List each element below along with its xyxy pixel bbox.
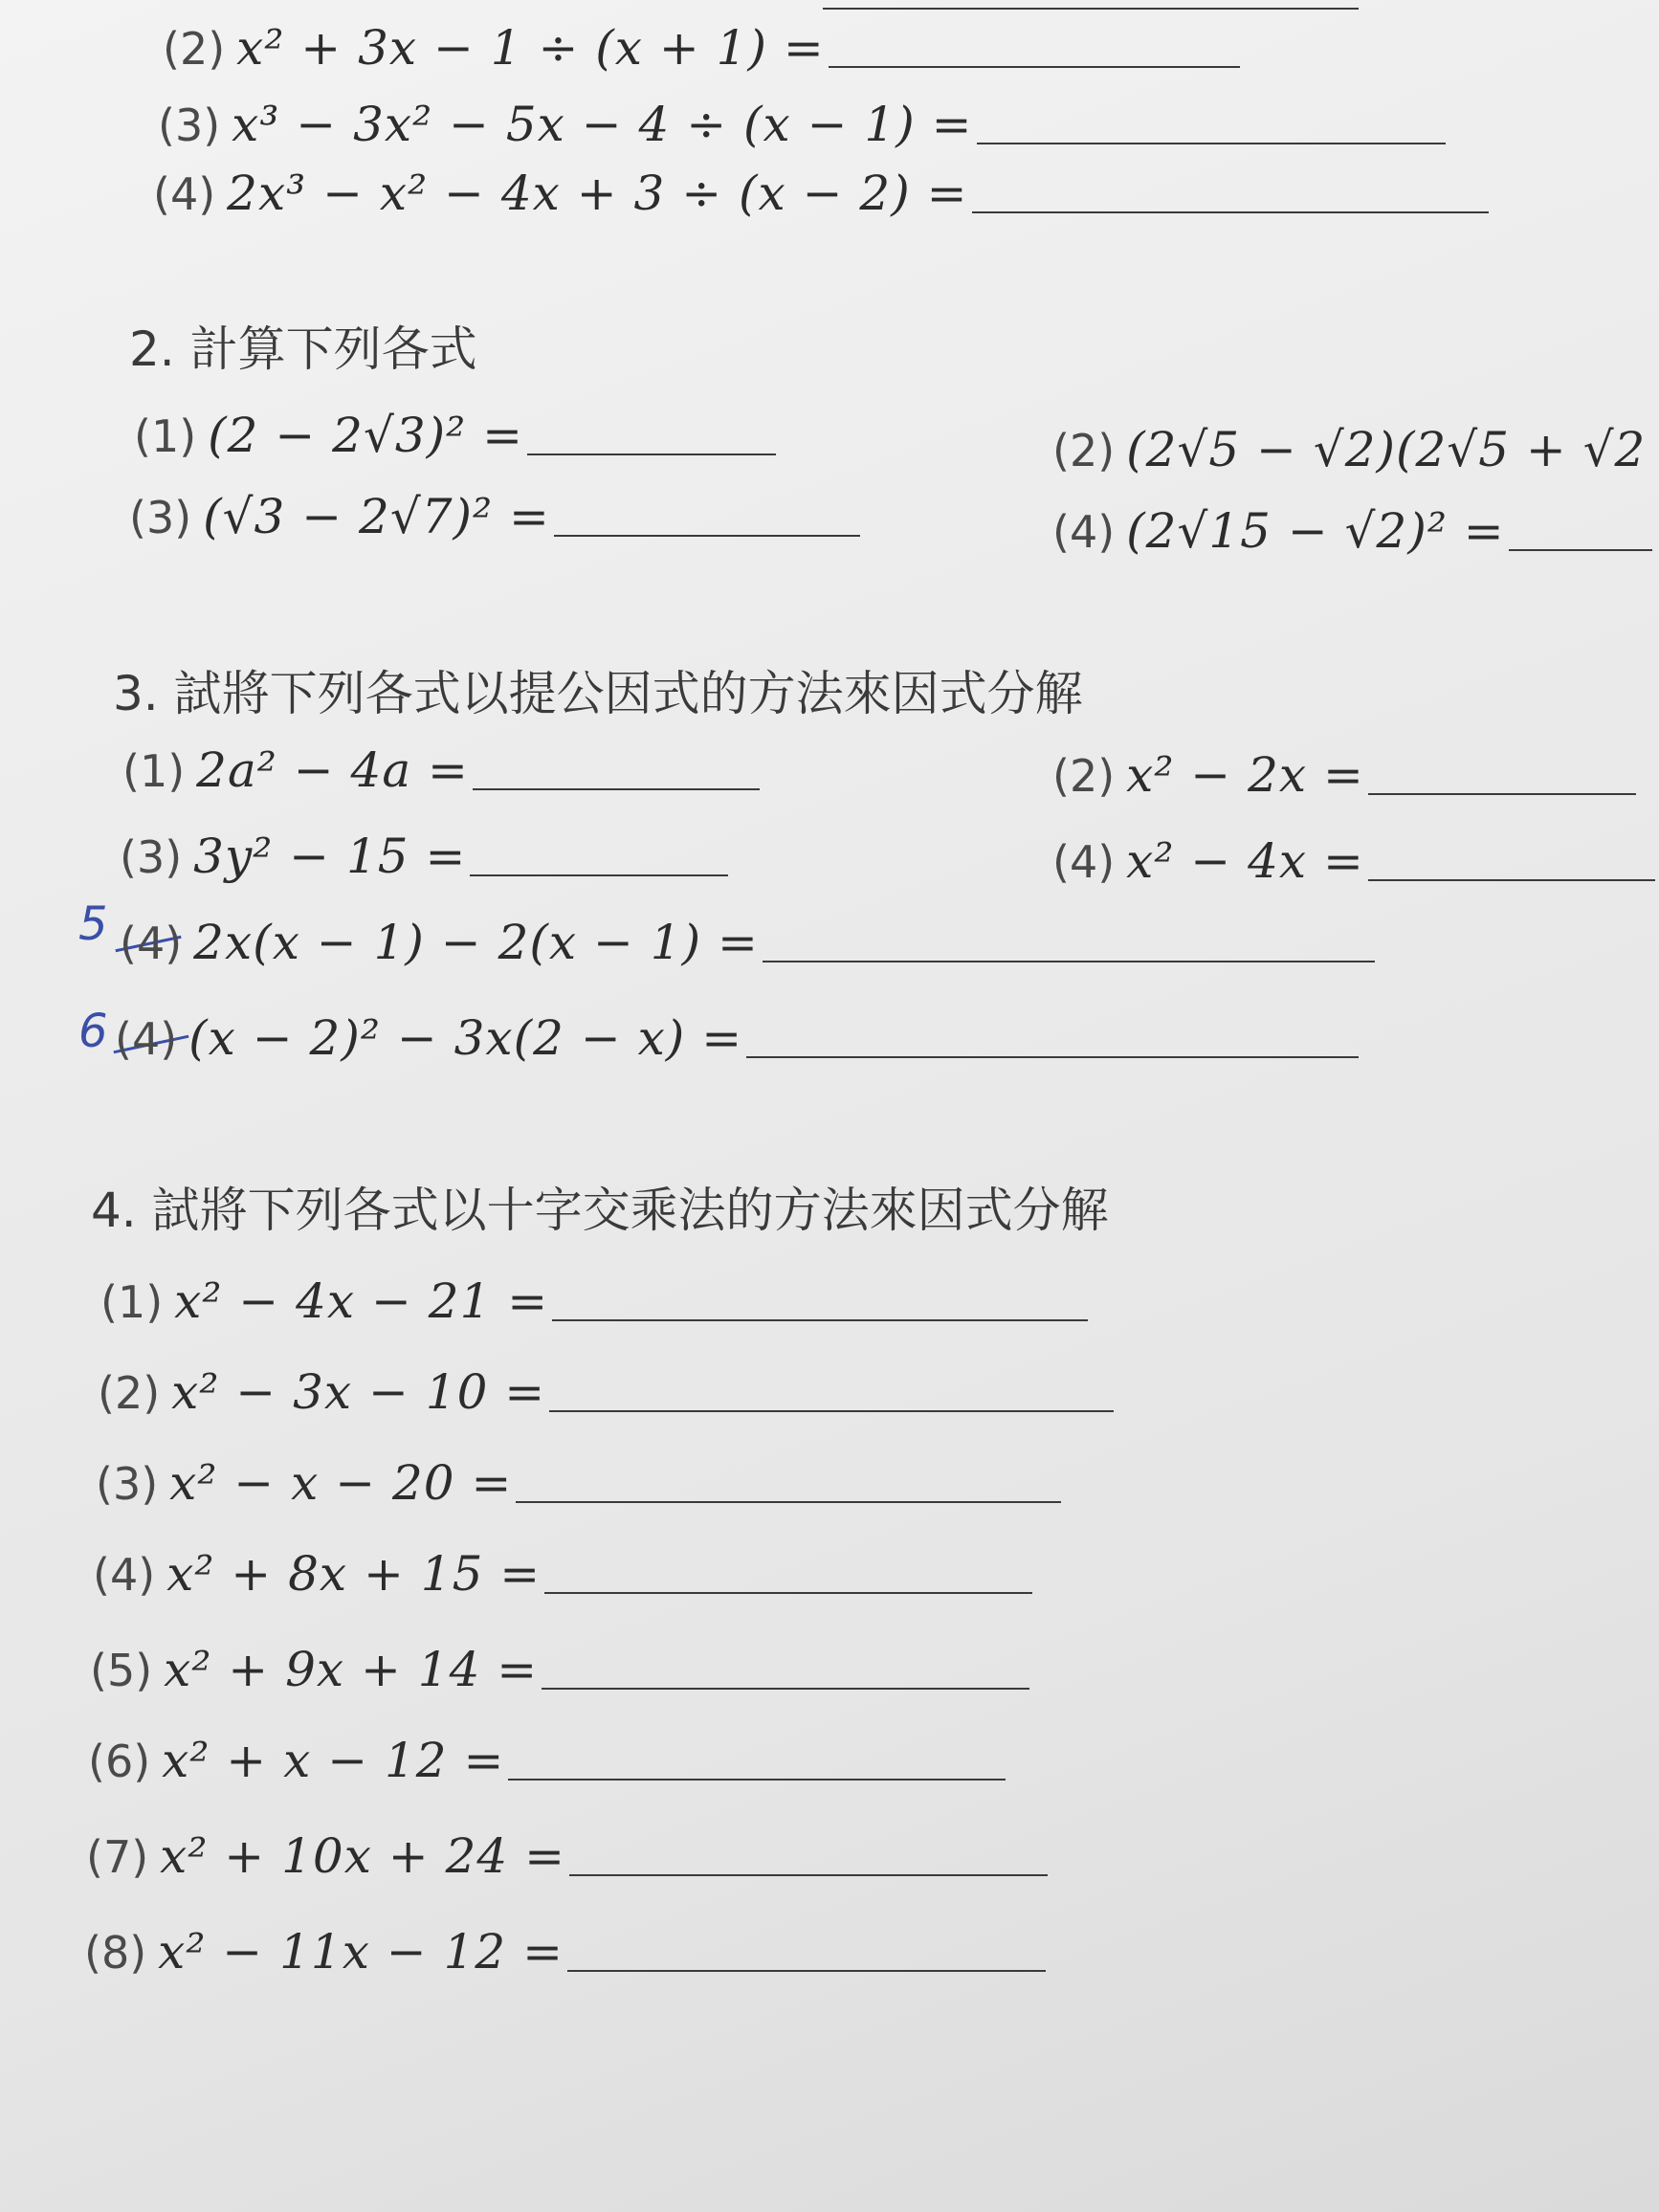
problem-expression: x² + 10x + 24 =: [160, 1828, 566, 1884]
problem-expression: x² − 4x − 21 =: [174, 1273, 549, 1329]
problem-number: (4): [93, 1549, 156, 1601]
problem-number: (6): [88, 1736, 151, 1787]
problem-number: (4): [1052, 836, 1116, 888]
section-2-heading: 2. 計算下列各式: [129, 321, 477, 377]
problem-number: (3): [120, 831, 183, 883]
answer-blank[interactable]: [516, 1455, 1061, 1503]
problem-expression: (√3 − 2√7)² =: [203, 489, 550, 544]
problem-expression: x² + 9x + 14 =: [164, 1642, 539, 1697]
problem-number: (4): [120, 918, 183, 969]
problem-4-4: [93, 1545, 1032, 1604]
problem-number: (5): [90, 1645, 153, 1696]
section-4-heading: 4. 試將下列各式以十字交乘法的方法來因式分解: [91, 1183, 1109, 1238]
answer-blank[interactable]: [746, 1010, 1359, 1058]
problem-3-3: [120, 828, 728, 886]
problem-expression: x² + 8x + 15 =: [166, 1546, 542, 1602]
answer-blank[interactable]: [527, 408, 776, 455]
problem-2-2: [1052, 421, 1646, 479]
problem-expression: x² − x − 20 =: [169, 1455, 513, 1511]
problem-expression: 2x³ − x² − 4x + 3 ÷ (x − 2) =: [227, 166, 968, 221]
problem-expression: (2 − 2√3)² =: [208, 408, 523, 463]
problem-3-2: [1052, 746, 1636, 805]
problem-4-2: [98, 1363, 1114, 1422]
answer-blank[interactable]: [829, 20, 1240, 68]
problem-expression: x² − 4x =: [1126, 833, 1364, 889]
problem-number: (2): [1052, 750, 1116, 802]
answer-blank[interactable]: [473, 742, 760, 790]
problem-expression: 3y² − 15 =: [193, 829, 467, 884]
answer-blank[interactable]: [508, 1733, 1006, 1781]
problem-number: (2): [163, 23, 226, 75]
problem-expression: x² + 3x − 1 ÷ (x + 1) =: [236, 20, 825, 76]
problem-number: (3): [158, 100, 221, 151]
answer-blank[interactable]: [972, 166, 1489, 213]
answer-blank[interactable]: [1368, 833, 1655, 881]
problem-number: (4): [153, 168, 216, 220]
problem-expression: (2√15 − √2)² =: [1126, 503, 1505, 559]
problem-4-6: [88, 1732, 1006, 1790]
answer-blank[interactable]: [977, 97, 1446, 144]
problem-4-3: [96, 1454, 1061, 1513]
problem-3-6: [115, 1009, 1359, 1068]
problem-number: (1): [100, 1276, 164, 1328]
problem-4-1: [100, 1272, 1088, 1331]
problem-expression: 2x(x − 1) − 2(x − 1) =: [193, 915, 759, 970]
problem-4-7: [86, 1827, 1048, 1886]
answer-blank[interactable]: [549, 1364, 1114, 1412]
handwritten-number-6: 6: [78, 1005, 108, 1058]
answer-blank[interactable]: [470, 829, 728, 876]
answer-blank[interactable]: [569, 1828, 1048, 1876]
problem-2-4: [1052, 502, 1652, 561]
problem-number: (4): [115, 1013, 178, 1065]
answer-blank[interactable]: [554, 489, 860, 537]
answer-blank[interactable]: [567, 1924, 1046, 1972]
problem-expression: 2a² − 4a =: [196, 742, 469, 798]
answer-blank[interactable]: [552, 1273, 1088, 1321]
handwritten-number-5: 5: [78, 897, 108, 951]
problem-3-1: [122, 741, 760, 800]
problem-number: (2): [1052, 425, 1116, 476]
answer-line-top: [823, 8, 1359, 10]
problem-expression: x² − 2x =: [1126, 747, 1364, 803]
problem-expression: (2√5 − √2)(2√5 + √2: [1126, 422, 1647, 477]
answer-blank[interactable]: [1368, 747, 1636, 795]
answer-blank[interactable]: [544, 1546, 1032, 1594]
problem-2-1: [134, 407, 776, 465]
problem-2-3: [129, 488, 860, 546]
problem-expression: x² − 3x − 10 =: [171, 1364, 546, 1420]
problem-number: (3): [129, 492, 192, 543]
answer-blank[interactable]: [763, 915, 1375, 962]
problem-1-2: [163, 19, 1240, 77]
problem-4-8: [84, 1923, 1046, 1981]
problem-expression: (x − 2)² − 3x(2 − x) =: [188, 1010, 743, 1066]
answer-blank[interactable]: [1509, 503, 1652, 551]
problem-number: (8): [84, 1927, 147, 1979]
problem-expression: x² − 11x − 12 =: [158, 1924, 564, 1980]
problem-3-4: [1052, 832, 1655, 891]
problem-expression: x² + x − 12 =: [162, 1733, 505, 1788]
section-3-heading: 3. 試將下列各式以提公因式的方法來因式分解: [113, 666, 1083, 721]
answer-blank[interactable]: [542, 1642, 1029, 1690]
problem-number: (3): [96, 1458, 159, 1510]
problem-number: (1): [122, 745, 186, 797]
problem-3-5: [120, 914, 1375, 972]
problem-expression: x³ − 3x² − 5x − 4 ÷ (x − 1) =: [232, 97, 973, 152]
problem-number: (7): [86, 1831, 149, 1883]
problem-number: (2): [98, 1367, 161, 1419]
problem-4-5: [90, 1641, 1029, 1699]
problem-1-4: [153, 165, 1489, 223]
problem-number: (4): [1052, 506, 1116, 558]
problem-number: (1): [134, 410, 197, 462]
problem-1-3: [158, 96, 1446, 154]
